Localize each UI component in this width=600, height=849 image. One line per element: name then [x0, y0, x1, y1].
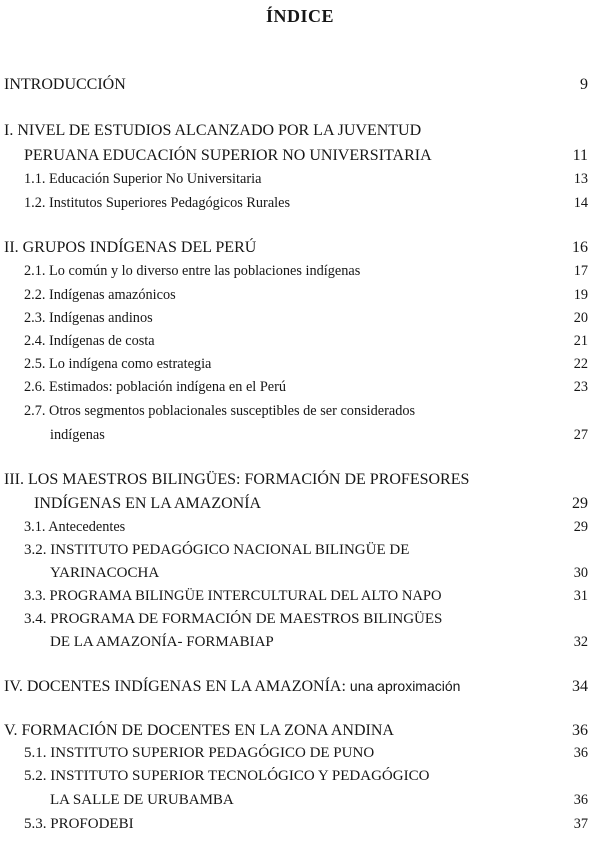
toc-section-title: I. NIVEL DE ESTUDIOS ALCANZADO POR LA JUVENTUD: [4, 122, 422, 139]
page-title: ÍNDICE: [265, 6, 334, 26]
toc-page-number: 30: [573, 565, 588, 581]
toc-page-number: 9: [580, 76, 588, 93]
toc-section-title-cont: INDÍGENAS EN LA AMAZONÍA: [34, 495, 262, 512]
toc-page-number: 19: [573, 287, 588, 303]
toc-page-number: 16: [572, 239, 588, 256]
toc-page-number: 29: [572, 495, 588, 512]
toc-section-title-caps: IV. DOCENTES INDÍGENAS EN LA AMAZONÍA:: [4, 678, 346, 695]
toc-page-number: 37: [573, 816, 588, 832]
toc-page-number: 36: [572, 722, 588, 739]
toc-label: 3.1. Antecedentes: [24, 519, 126, 535]
toc-label: 3.4. PROGRAMA DE FORMACIÓN DE MAESTROS BILINGÜES: [24, 611, 443, 627]
toc-label: 2.7. Otros segmentos poblacionales susceptibles de ser considerados: [24, 403, 416, 419]
toc-label: 3.2. INSTITUTO PEDAGÓGICO NACIONAL BILINGÜE DE: [24, 542, 410, 558]
toc-section-title: II. GRUPOS INDÍGENAS DEL PERÚ: [4, 239, 257, 256]
toc-label: 3.3. PROGRAMA BILINGÜE INTERCULTURAL DEL ALTO NAPO: [24, 588, 442, 604]
toc-label: 2.1. Lo común y lo diverso entre las poblaciones indígenas: [24, 263, 361, 279]
toc-label: 5.1. INSTITUTO SUPERIOR PEDAGÓGICO DE PUNO: [24, 745, 375, 761]
toc-section-title-tail: una aproximación: [349, 678, 461, 694]
toc-label: 2.2. Indígenas amazónicos: [24, 287, 176, 303]
toc-page-number: 32: [573, 634, 588, 650]
toc-label-cont: LA SALLE DE URUBAMBA: [50, 792, 234, 808]
toc-section-title-cont: PERUANA EDUCACIÓN SUPERIOR NO UNIVERSITARIA: [24, 147, 432, 164]
toc-label: INTRODUCCIÓN: [4, 76, 126, 93]
toc-page-number: 11: [572, 147, 588, 164]
toc-label: 5.3. PROFODEBI: [24, 816, 134, 832]
toc-label: 2.6. Estimados: población indígena en el Perú: [24, 379, 287, 395]
toc-page-number: 20: [573, 310, 588, 326]
toc-label: 2.5. Lo indígena como estrategia: [24, 356, 212, 372]
toc-page-number: 31: [573, 588, 588, 604]
toc-page-number: 22: [573, 356, 588, 372]
toc-label: 2.3. Indígenas andinos: [24, 310, 153, 326]
toc-page-number: 23: [573, 379, 588, 395]
toc-label: 1.2. Institutos Superiores Pedagógicos Rurales: [24, 195, 291, 211]
toc-label: 5.2. INSTITUTO SUPERIOR TECNOLÓGICO Y PEDAGÓGICO: [24, 768, 430, 784]
toc-section-title: III. LOS MAESTROS BILINGÜES: FORMACIÓN DE PROFESORES: [4, 471, 470, 488]
toc-label-cont: DE LA AMAZONÍA- FORMABIAP: [50, 634, 274, 650]
toc-label: 1.1. Educación Superior No Universitaria: [24, 171, 262, 187]
toc-page-number: 27: [573, 427, 588, 443]
toc-label-cont: YARINACOCHA: [50, 565, 160, 581]
toc-section-title: V. FORMACIÓN DE DOCENTES EN LA ZONA ANDINA: [4, 722, 394, 739]
toc-page-number: 29: [573, 519, 588, 535]
toc-label-cont: indígenas: [50, 427, 105, 443]
toc-page-number: 17: [573, 263, 588, 279]
toc-page-number: 34: [572, 678, 588, 695]
toc-label: 2.4. Indígenas de costa: [24, 333, 155, 349]
toc-page-number: 36: [573, 792, 588, 808]
toc-page-number: 36: [573, 745, 588, 761]
toc-page-number: 13: [573, 171, 588, 187]
toc-section-title: [4, 679, 460, 695]
toc-page-number: 21: [573, 333, 588, 349]
toc-page-number: 14: [573, 195, 588, 211]
